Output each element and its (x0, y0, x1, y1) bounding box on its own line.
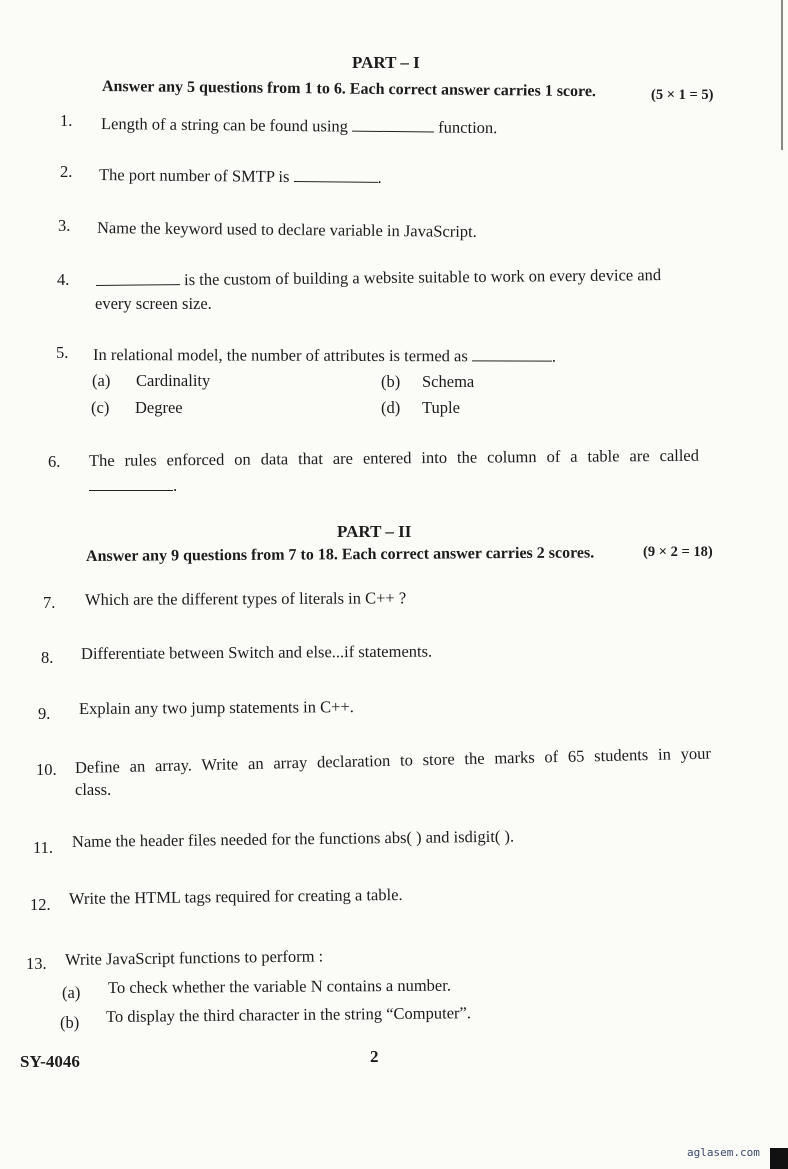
question-4-text-line2: every screen size. (95, 294, 212, 313)
question-5-number: 5. (56, 343, 69, 362)
answer-blank (352, 117, 434, 133)
question-13-text: Write JavaScript functions to perform : (64, 946, 324, 969)
question-5-text: In relational model, the number of attributes is termed as (92, 345, 468, 366)
question-4-text: is the custom of building a website suitable to work on every device and (184, 265, 662, 290)
part-1-heading: PART – I (352, 53, 420, 72)
option-c-text: Degree (135, 398, 183, 417)
paper-code: SY-4046 (20, 1052, 80, 1071)
question-8-number: 8. (41, 648, 54, 667)
question-9-text: Explain any two jump statements in C++. (78, 697, 354, 718)
question-6-text: The rules enforced on data that are entered into the column of a table are called (88, 445, 700, 470)
watermark: aglasem.com (687, 1146, 760, 1159)
question-11-number: 11. (33, 838, 54, 857)
page-number: 2 (370, 1047, 379, 1066)
answer-blank (89, 476, 173, 491)
option-b-text: Schema (422, 372, 475, 391)
part-2-heading: PART – II (337, 522, 412, 541)
answer-blank (96, 270, 180, 286)
question-3-text: Name the keyword used to declare variable in JavaScript. (96, 218, 477, 241)
question-5 (93, 345, 556, 367)
question-7-text: Which are the different types of literals in C++ ? (84, 588, 407, 609)
question-12-text: Write the HTML tags required for creating a table. (68, 884, 403, 908)
question-5-text-end: . (551, 346, 557, 366)
question-1-number: 1. (60, 111, 73, 130)
question-3-number: 3. (58, 216, 71, 235)
question-2-text: The port number of SMTP is (98, 165, 290, 186)
question-6-blank-line (89, 476, 177, 496)
option-c-label: (c) (91, 398, 110, 417)
subpart-a-text: To check whether the variable N contains a number. (107, 975, 451, 997)
question-4-number: 4. (57, 270, 70, 289)
question-11-text: Name the header files needed for the functions abs( ) and isdigit( ). (71, 826, 515, 851)
question-8-text: Differentiate between Switch and else...if statements. (80, 641, 433, 663)
question-10-text-line2: class. (75, 780, 112, 799)
scan-edge-line (781, 0, 783, 150)
question-12-number: 12. (30, 895, 51, 914)
question-6-text-end: . (173, 476, 178, 495)
option-b-label: (b) (381, 372, 401, 391)
option-a-text: Cardinality (136, 371, 211, 390)
part-2-marks: (9 × 2 = 18) (643, 544, 713, 560)
question-1 (101, 114, 498, 138)
question-7-number: 7. (43, 593, 56, 612)
subpart-b-label: (b) (60, 1013, 80, 1032)
question-10-text: Define an array. Write an array declaration to store the marks of 65 students in your (74, 743, 712, 777)
question-13-number: 13. (26, 954, 47, 973)
answer-blank (472, 346, 552, 361)
scan-corner-mark (770, 1148, 788, 1169)
part-1-marks: (5 × 1 = 5) (651, 87, 714, 103)
question-10-number: 10. (36, 760, 57, 779)
question-1-text-end: function. (438, 117, 498, 138)
subpart-a-label: (a) (62, 983, 81, 1002)
question-9-number: 9. (38, 704, 51, 723)
answer-blank (294, 167, 378, 183)
part-2-instruction: Answer any 9 questions from 7 to 18. Each correct answer carries 2 scores. (85, 544, 595, 565)
question-6-number: 6. (48, 452, 61, 471)
question-2-number: 2. (60, 162, 73, 181)
option-d-text: Tuple (422, 398, 460, 417)
question-4 (96, 265, 661, 291)
question-2 (99, 165, 382, 188)
subpart-b-text: To display the third character in the string “Computer”. (105, 1003, 472, 1026)
option-a-label: (a) (92, 371, 111, 390)
question-2-text-end: . (377, 167, 382, 187)
option-d-label: (d) (381, 398, 401, 417)
question-1-text: Length of a string can be found using (100, 114, 349, 136)
part-1-instruction: Answer any 5 questions from 1 to 6. Each correct answer carries 1 score. (101, 78, 597, 101)
